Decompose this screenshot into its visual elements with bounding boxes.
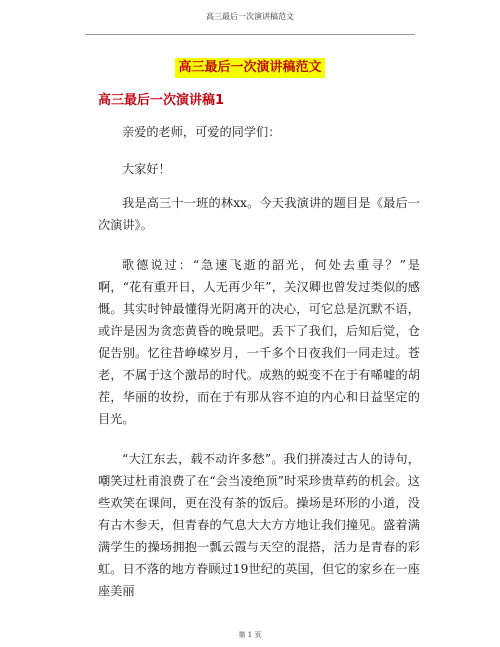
paragraph-river: “大江东去，载不动许多愁”。我们拼凑过古人的诗句，嘲笑过杜甫浪费了在“会当凌绝顶”时采珍贵草药的机会。这些欢笑在课间，更在没有茶的饭后。操场是环形的小道，没有古木参天，但青春的气息大大方方地让我们撞见。盛着满满学生的操场拥抱一瓢云霞与天空的混搭，活力是青春的彩虹。日不落的地方眷顾过19世纪的英国，但它的家乡在一座座美丽 [98,452,420,598]
page-header: 高三最后一次演讲稿范文 [206,12,294,21]
header-divider [85,34,415,35]
document-title: 高三最后一次演讲稿范文 [175,58,324,78]
paragraph-goethe: 歌德说过：“急速飞逝的韶光，何处去重寻？”是啊，“花有重开日，人无再少年”，关汉卿也曾发过类似的感慨。其实时钟最懂得光阴离开的决心，可它总是沉默不语，或许是因为贪恋黄昏的晚景吧。丢下了我们，后知后觉，仓促告别。忆往昔峥嵘岁月，一千多个日夜我们一同走过。苍老，不属于这个激昂的时代。成熟的蜕变不在于有唏嘘的胡茬，华丽的妆扮，而在于有那从容不迫的内心和日益坚定的目光。 [98,258,420,426]
paragraph-greeting: 亲爱的老师，可爱的同学们： [122,125,281,139]
document-title-container [0,56,500,78]
paragraph-intro: 我是高三十一班的林xx。今天我演讲的题目是《最后一次演讲》。 [98,196,420,232]
section-heading: 高三最后一次演讲稿1 [98,93,225,108]
paragraph-salutation: 大家好！ [122,162,171,176]
page-footer: 第 1 页 [238,631,262,639]
